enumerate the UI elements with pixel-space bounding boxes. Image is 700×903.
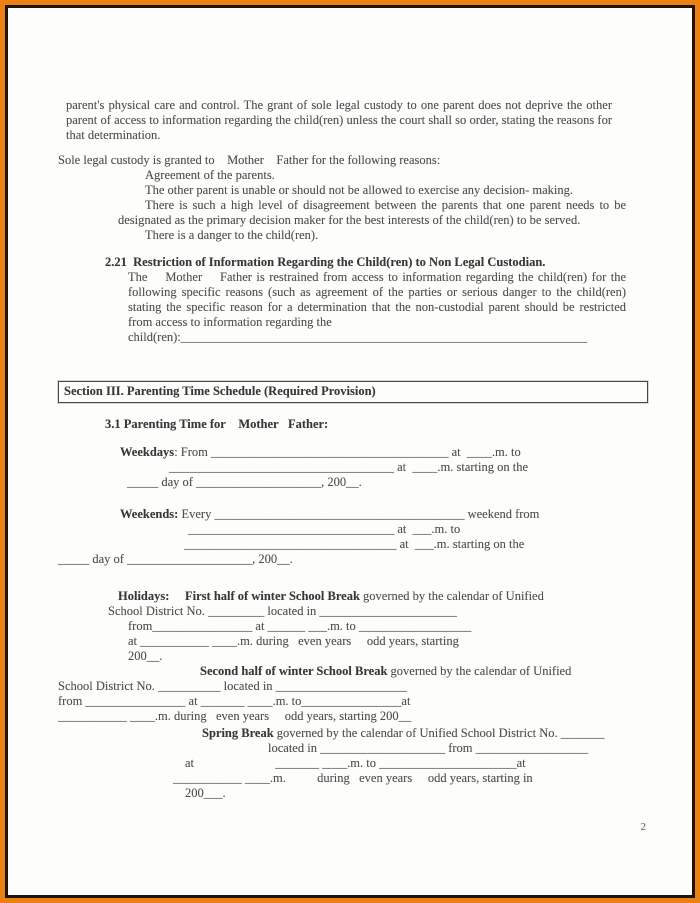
section-3-1-heading: 3.1 Parenting Time for Mother Father: [105, 417, 329, 431]
custody-reason: The other parent is unable or should not be allowed to exercise any decision- making. [145, 183, 573, 197]
holidays-line-text: 200___. [185, 786, 226, 800]
weekdays-line-text: _____ day of ____________________, 200__. [127, 475, 362, 489]
weekdays-label: Weekdays [120, 445, 175, 459]
holidays-line-text: from ________________ at _______ ____.m. to________________at [58, 694, 411, 708]
holidays-line [58, 679, 648, 694]
weekdays-line-text: ____________________________________ at ____.m. starting on the [169, 460, 529, 474]
weekends-line [58, 552, 648, 567]
holidays-line [200, 664, 648, 679]
weekends-line-text: Every ________________________________________ weekend from [178, 507, 540, 521]
weekends-line [188, 522, 648, 537]
holidays-line-text: 200__. [128, 649, 163, 663]
intro-paragraph: parent's physical care and control. The grant of sole legal custody to one parent does not deprive the other parent of access to information regarding the child(ren) unless the court shall so order, stating the reasons for that determination. [66, 98, 612, 142]
holidays-line-text: School District No. __________ located in _____________________ [58, 679, 407, 693]
children-restriction-blank-line: child(ren):_________________________________________________________________ [128, 330, 588, 344]
custody-reason: There is a danger to the child(ren). [145, 228, 319, 242]
holidays-line [185, 786, 648, 801]
holidays-line-text: at _______ ____.m. to ______________________at [185, 756, 526, 770]
spring-break-label: Spring Break [202, 726, 274, 740]
holidays-line [185, 756, 648, 771]
holidays-line [202, 726, 648, 741]
holidays-line [118, 589, 648, 604]
holidays-line-text: located in ____________________ from __________________ [268, 741, 589, 755]
section-2-21-body: The Mother Father is restrained from access to information regarding the child(ren) for the following specific reasons (such as agreement of the parties or serious danger to the child(ren) stating the specific reason for a determination that the non-custodial parent should be restricted from access to information regarding the [128, 270, 626, 329]
weekends-line [184, 537, 648, 552]
weekends-schedule [58, 507, 648, 567]
sole-custody-line: Sole legal custody is granted to Mother Father for the following reasons: [58, 153, 441, 167]
holidays-line [58, 694, 648, 709]
holidays-line [128, 634, 648, 649]
holidays-line [128, 649, 648, 664]
weekdays-line [120, 445, 648, 460]
holidays-line-text: from________________ at ______ ___.m. to __________________ [128, 619, 472, 633]
holidays-second-half-winter-break [58, 664, 648, 724]
holidays-line-text: ___________ ____.m. during even years odd years, starting 200__ [58, 709, 412, 723]
second-half-label: Second half of winter School Break [200, 664, 388, 678]
custody-reason: There is such a high level of disagreement between the parents that one parent needs to be designated as the primary decision maker for the best interests of the child(ren) to be served. [118, 198, 626, 227]
weekdays-schedule [58, 445, 648, 490]
weekdays-line-text: : From ______________________________________ at ____.m. to [174, 445, 521, 459]
section-3-header: Section III. Parenting Time Schedule (Required Provision) [58, 381, 648, 403]
weekends-line-text: _____ day of ____________________, 200__. [58, 552, 293, 566]
holidays-first-half-winter-break [58, 589, 648, 664]
section-2-21-heading: 2.21 Restriction of Information Regarding the Child(ren) to Non Legal Custodian. [105, 255, 546, 269]
holidays-line-text: governed by the calendar of Unified School District No. _______ [273, 726, 605, 740]
holidays-line [173, 771, 648, 786]
weekends-label: Weekends: [120, 507, 179, 521]
custody-reason: Agreement of the parents. [145, 168, 275, 182]
holidays-line [268, 741, 648, 756]
page-number: 2 [640, 821, 646, 833]
page-frame [5, 5, 695, 898]
weekdays-line [127, 475, 648, 490]
sole-custody-reasons [118, 168, 626, 243]
weekends-line [120, 507, 648, 522]
holidays-line [128, 619, 648, 634]
holidays-line [108, 604, 648, 619]
holidays-line-text: ___________ ____.m. during even years odd years, starting in [173, 771, 533, 785]
weekends-line-text: _________________________________ at ___.m. to [188, 522, 461, 536]
holidays-line [58, 709, 648, 724]
weekdays-line [169, 460, 648, 475]
holidays-label: Holidays: First half of winter School Break [118, 589, 360, 603]
holidays-line-text: governed by the calendar of Unified [359, 589, 544, 603]
document-page [8, 8, 692, 895]
weekends-line-text: __________________________________ at ___.m. starting on the [184, 537, 525, 551]
holidays-line-text: at ___________ ____.m. during even years odd years, starting [128, 634, 459, 648]
holidays-line-text: School District No. _________ located in ______________________ [108, 604, 457, 618]
holidays-spring-break [58, 726, 648, 801]
holidays-line-text: governed by the calendar of Unified [387, 664, 572, 678]
